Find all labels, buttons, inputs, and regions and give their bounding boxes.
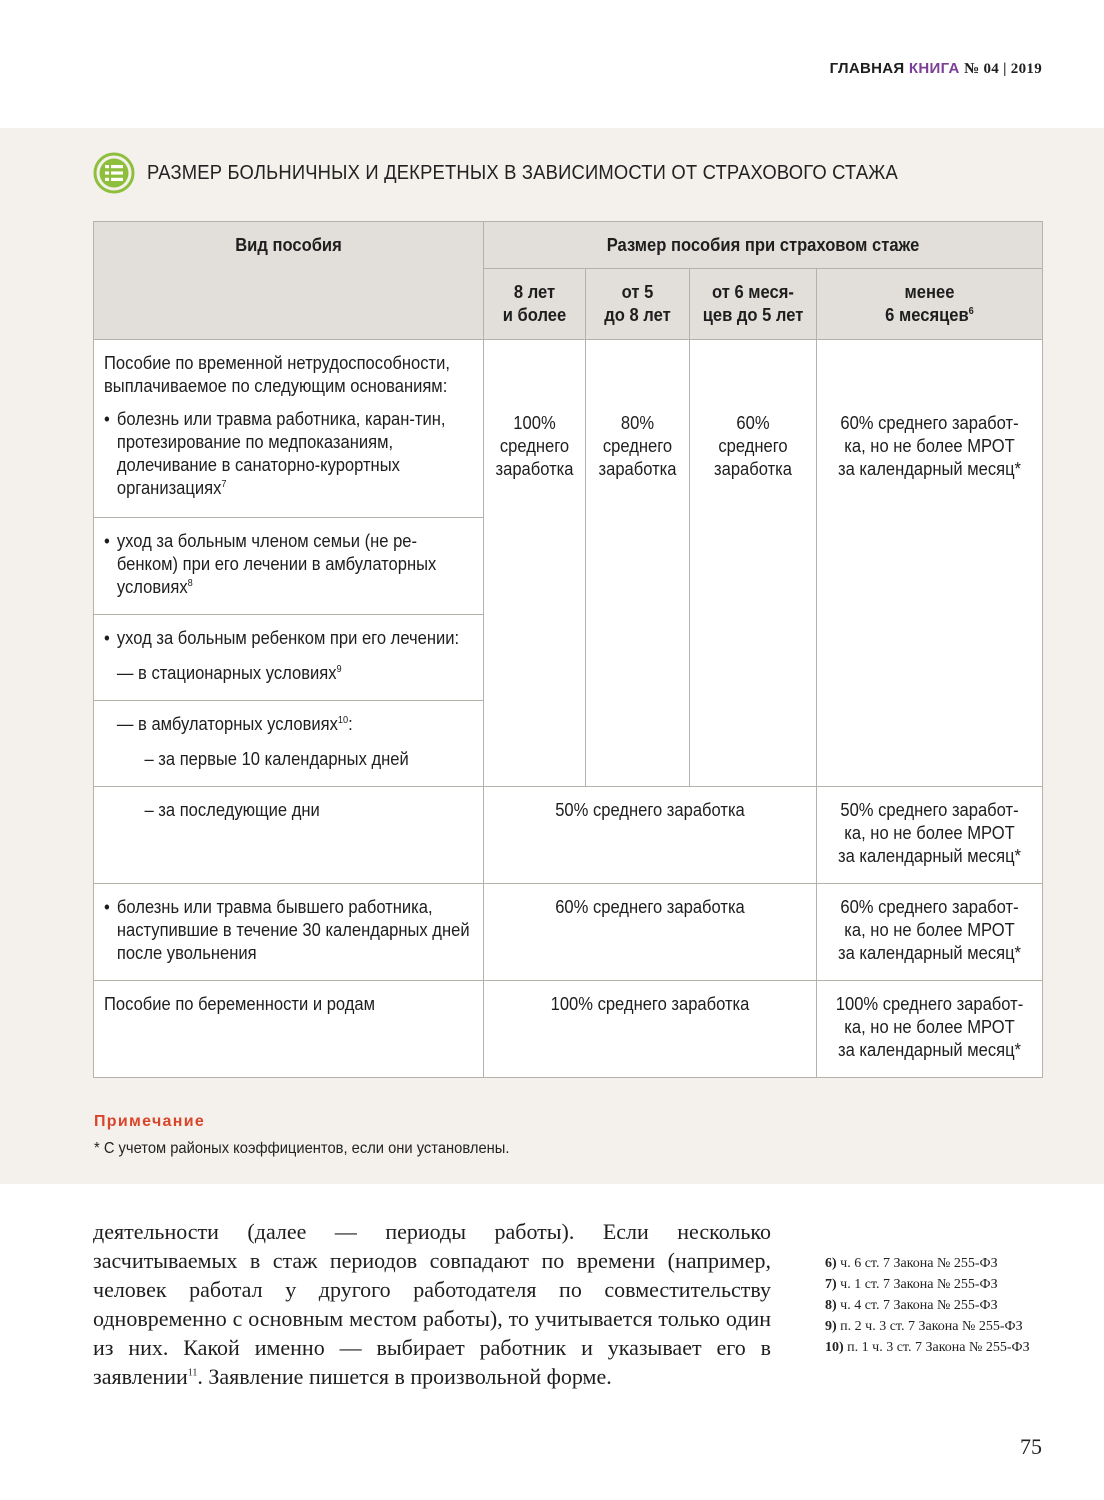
header-benefit-type: Вид пособия xyxy=(94,222,484,340)
brand-name: ГЛАВНАЯ xyxy=(829,60,905,77)
value-less-6m: 60% среднего заработ- ка, но не более МРОТ за календарный месяц* xyxy=(817,340,1043,787)
footnote-item: 6) ч. 6 ст. 7 Закона № 255-ФЗ xyxy=(825,1256,998,1271)
value-subsequent-less-6m: 50% среднего заработ- ка, но не более МРОТ за календарный месяц* xyxy=(817,787,1043,884)
header-col-5-8-years: от 5 до 8 лет xyxy=(586,269,690,340)
header-col-less-6m: менее 6 месяцев$^6$ xyxy=(817,269,1043,340)
value-subsequent-days: 50% среднего заработка xyxy=(484,787,817,884)
table-icon xyxy=(93,152,135,194)
note-label: Примечание xyxy=(94,1113,206,1130)
footnote-item: 10) п. 1 ч. 3 ст. 7 Закона № 255-ФЗ xyxy=(825,1340,1030,1355)
cell-pregnancy: Пособие по беременности и родам xyxy=(94,981,484,1078)
footnote-item: 9) п. 2 ч. 3 ст. 7 Закона № 255-ФЗ xyxy=(825,1319,1023,1334)
footnotes xyxy=(825,1253,1055,1358)
cell-child-care: • уход за больным ребенком при его лечении: — в стационарных условиях$^9$ xyxy=(94,615,484,701)
value-pregnancy-less-6m: 100% среднего заработ- ка, но не более МРОТ за календарный месяц* xyxy=(817,981,1043,1078)
note-text: * С учетом районых коэффициентов, если они установлены. xyxy=(94,1140,510,1157)
cell-illness: Пособие по временной нетрудоспособности, выплачиваемое по следующим основаниям: • болезнь или травма работника, каран-тин, протезирование по медпоказаниям, долечивание в санаторно-курортных организациях$^7$ xyxy=(94,340,484,518)
cell-family-care: • уход за больным членом семьи (не ре-бенком) при его лечении в амбулаторных условиях$^8$ xyxy=(94,518,484,615)
cell-subsequent-days: – за последующие дни xyxy=(94,787,484,884)
footnote-item: 7) ч. 1 ст. 7 Закона № 255-ФЗ xyxy=(825,1277,998,1292)
section-title: РАЗМЕР БОЛЬНИЧНЫХ И ДЕКРЕТНЫХ В ЗАВИСИМОСТИ ОТ СТРАХОВОГО СТАЖА xyxy=(147,161,898,184)
cell-former-employee: • болезнь или травма бывшего работника, наступившие в течение 30 календарных дней после увольнения xyxy=(94,884,484,981)
header-col-8-years: 8 лет и более xyxy=(484,269,586,340)
header-col-6m-5y: от 6 меся- цев до 5 лет xyxy=(690,269,817,340)
page-number: 75 xyxy=(1020,1434,1042,1459)
table-row xyxy=(94,340,1043,518)
value-5-8-years: 80% среднего заработка xyxy=(586,340,690,787)
footnote-item: 8) ч. 4 ст. 7 Закона № 255-ФЗ xyxy=(825,1298,998,1313)
header-benefit-size: Размер пособия при страховом стаже xyxy=(484,222,1043,269)
table-row xyxy=(94,981,1043,1078)
brand-name-accent: КНИГА xyxy=(908,60,960,77)
value-6m-5y: 60% среднего заработка xyxy=(690,340,817,787)
body-paragraph: деятельности (далее — периоды работы). Если несколько засчитываемых в стаж периодов совпадают по времени (например, человек работал у другого работодателя по совместительству одновременно с основным местом работы), то учитывается только один из них. Какой именно — выбирает работник и указывает его в заявлении$^{11}$. Заявление пишется в произвольной форме. xyxy=(93,1219,771,1389)
issue-number: № 04 | 2019 xyxy=(964,61,1042,77)
benefits-table xyxy=(93,221,1043,1078)
cell-child-outpatient: — в амбулаторных условиях$^{10}$: – за первые 10 календарных дней xyxy=(94,701,484,787)
table-row xyxy=(94,884,1043,981)
value-pregnancy: 100% среднего заработка xyxy=(484,981,817,1078)
table-row xyxy=(94,787,1043,884)
magazine-header xyxy=(830,60,1042,78)
value-8-years: 100% среднего заработка xyxy=(484,340,586,787)
value-former-employee: 60% среднего заработка xyxy=(484,884,817,981)
value-former-less-6m: 60% среднего заработ- ка, но не более МРОТ за календарный месяц* xyxy=(817,884,1043,981)
section-title-row xyxy=(93,152,963,194)
intro-text: Пособие по временной нетрудоспособности, выплачиваемое по следующим основаниям: xyxy=(104,353,450,396)
